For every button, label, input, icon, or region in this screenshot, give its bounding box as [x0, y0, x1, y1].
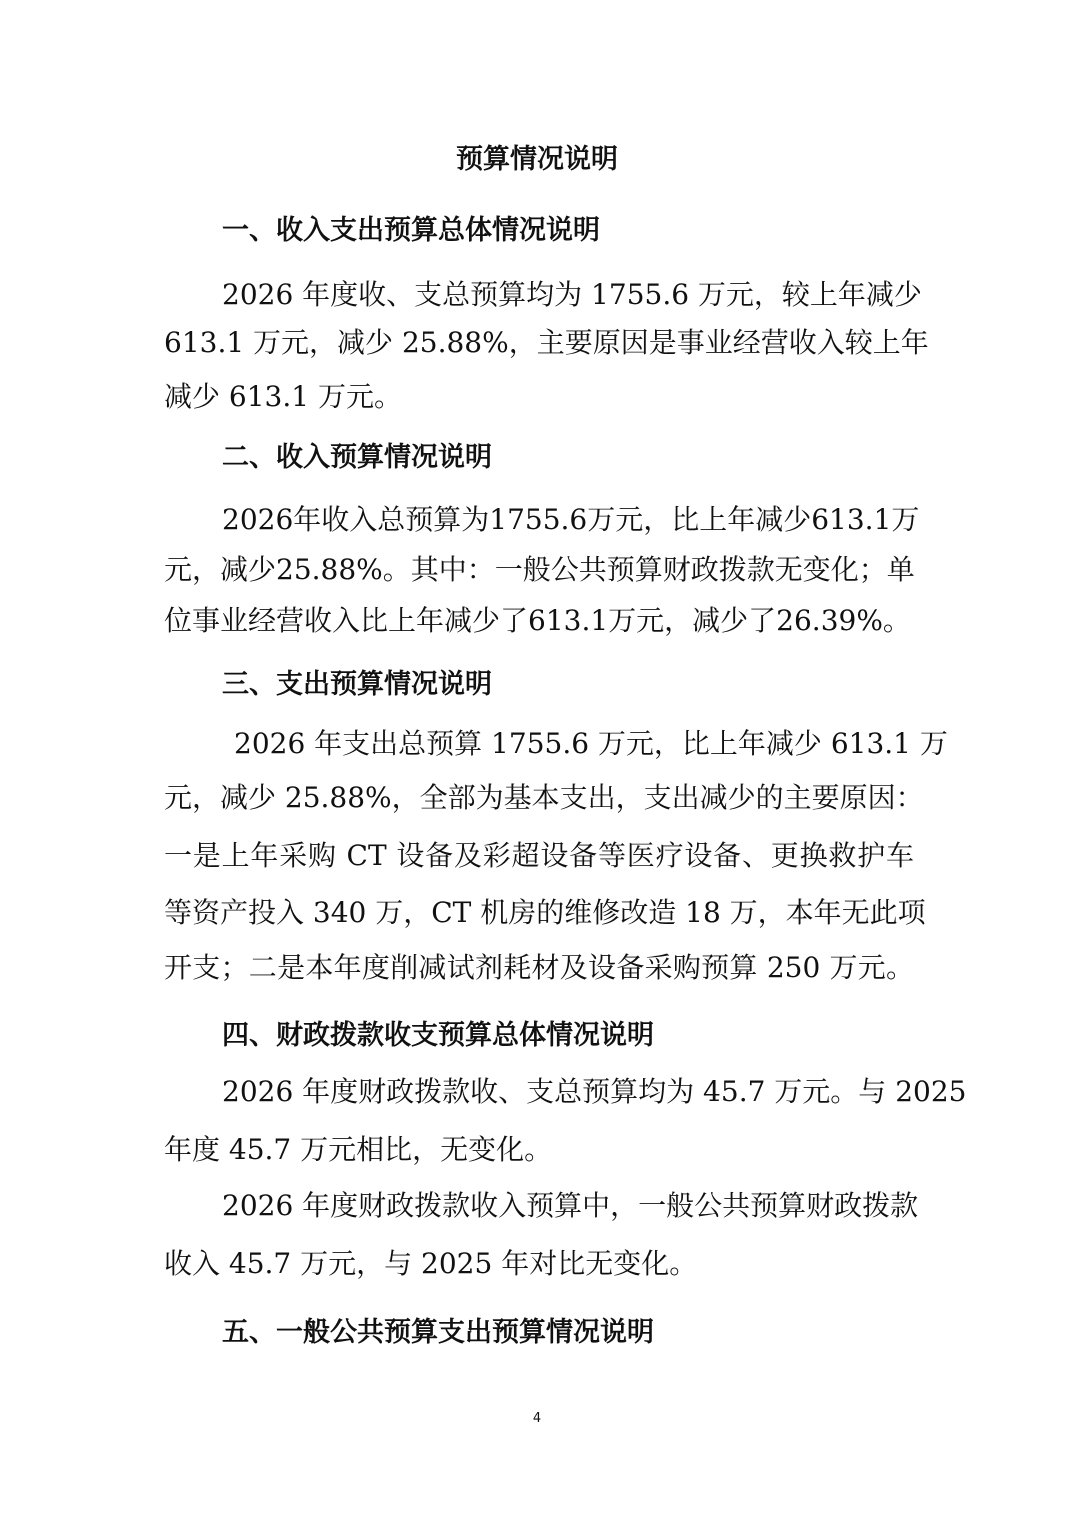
paragraph-line: 613.1 万元，减少 25.88%，主要原因是事业经营收入较上年 [164, 326, 929, 359]
section-heading-4: 四、财政拨款收支预算总体情况说明 [222, 1020, 654, 1051]
paragraph-line: 元，减少 25.88%，全部为基本支出，支出减少的主要原因： [164, 781, 924, 814]
section-heading-5: 五、一般公共预算支出预算情况说明 [222, 1317, 654, 1348]
paragraph-line: 等资产投入 340 万，CT 机房的维修改造 18 万，本年无此项 [164, 896, 926, 929]
document-title: 预算情况说明 [456, 144, 618, 175]
section-heading-2: 二、收入预算情况说明 [222, 442, 492, 473]
paragraph-line: 一是上年采购 CT 设备及彩超设备等医疗设备、更换救护车 [164, 839, 914, 872]
paragraph-line: 2026 年度财政拨款收入预算中，一般公共预算财政拨款 [222, 1189, 919, 1222]
paragraph-line: 年度 45.7 万元相比，无变化。 [164, 1133, 553, 1166]
paragraph-line: 减少 613.1 万元。 [164, 380, 402, 413]
paragraph-line: 2026年收入总预算为1755.6万元，比上年减少613.1万 [222, 503, 920, 536]
paragraph-line: 2026 年度财政拨款收、支总预算均为 45.7 万元。与 2025 [222, 1075, 967, 1108]
paragraph-line: 收入 45.7 万元，与 2025 年对比无变化。 [164, 1247, 698, 1280]
paragraph-line: 2026 年支出总预算 1755.6 万元，比上年减少 613.1 万 [234, 727, 948, 760]
paragraph-line: 2026 年度收、支总预算均为 1755.6 万元，较上年减少 [222, 278, 922, 311]
paragraph-line: 元，减少25.88%。其中：一般公共预算财政拨款无变化；单 [164, 553, 915, 586]
section-heading-3: 三、支出预算情况说明 [222, 669, 492, 700]
page-number: 4 [532, 1411, 542, 1426]
paragraph-line: 开支；二是本年度削减试剂耗材及设备采购预算 250 万元。 [164, 951, 914, 984]
paragraph-line: 位事业经营收入比上年减少了613.1万元，减少了26.39%。 [164, 604, 911, 637]
section-heading-1: 一、收入支出预算总体情况说明 [222, 215, 600, 246]
